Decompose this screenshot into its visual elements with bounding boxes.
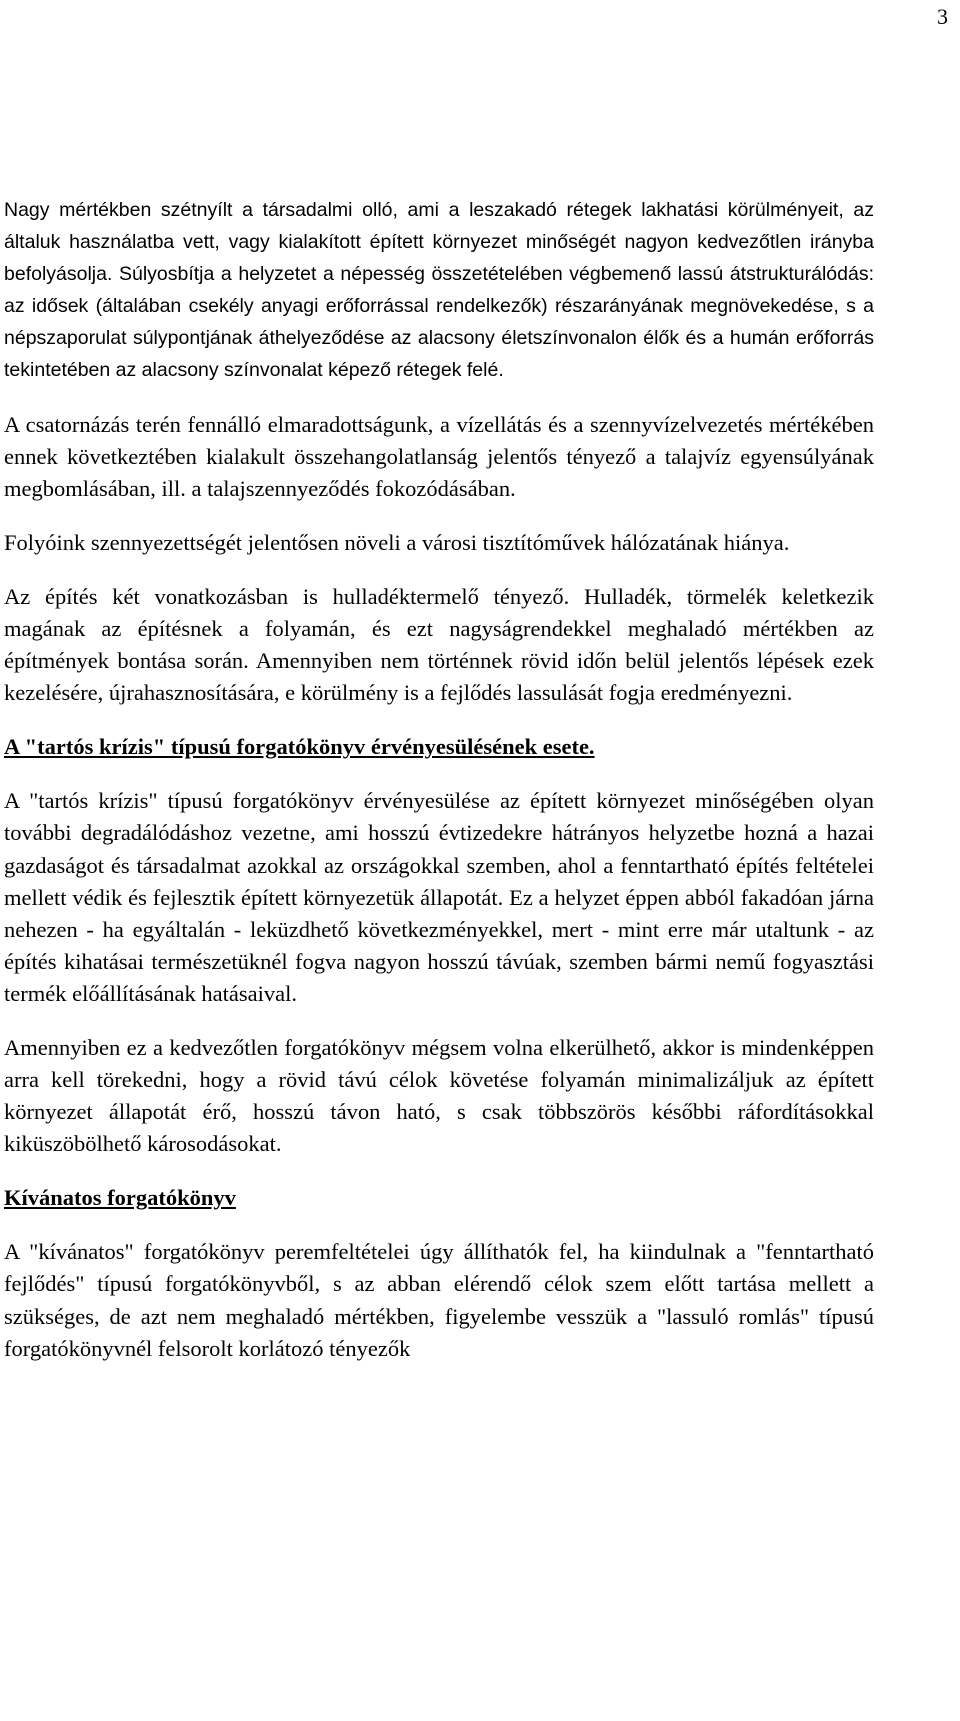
paragraph-river-pollution: Folyóink szennyezettségét jelentősen növeli a városi tisztítóművek hálózatának hiánya. bbox=[4, 529, 790, 555]
paragraph-social-divide: Nagy mértékben szétnyílt a társadalmi olló, ami a leszakadó rétegek lakhatási körülményeit, az általuk használatba vett, vagy kialakított épített környezet minőségét nagyon kedvezőtlen irányba befolyásolja. Súlyosbítja a helyzetet a népesség összetételében végbemenő lassú átstrukturálódás: az idősek (általában csekély anyagi erőforrással rendelkezők) részarányának megnövekedése, s a népszaporulat súlypontjának áthelyeződése az alacsony életszínvonalon élők és a humán erőforrás tekintetében az alacsony színvonalat képező rétegek felé. bbox=[4, 199, 874, 382]
section-heading-lasting-crisis: A "tartós krízis" típusú forgatókönyv érvényesülésének esete. bbox=[4, 734, 595, 760]
document-body bbox=[4, 194, 874, 1365]
paragraph-desirable-scenario: A "kívánatos" forgatókönyv peremfeltételei úgy állíthatók fel, ha kiindulnak a "fenntartható fejlődés" típusú forgatókönyvből, s az abban elérendő célok szem előtt tartása mellett a szükséges, de azt nem meghaladó mértékben, figyelembe vesszük a "lassuló romlás" típusú forgatókönyvnél felsorolt korlátozó tényezők bbox=[4, 1239, 874, 1361]
page-number: 3 bbox=[937, 4, 948, 29]
paragraph-unavoidable-scenario: Amennyiben ez a kedvezőtlen forgatókönyv mégsem volna elkerülhető, akkor is mindenképpen arra kell törekedni, hogy a rövid távú célok követése folyamán minimalizáljuk az épített környezet állapotát érő, hosszú távon ható, s csak többszörös későbbi ráfordításokkal kiküszöbölhető károsodásokat. bbox=[4, 1034, 874, 1157]
paragraph-sewerage: A csatornázás terén fennálló elmaradottságunk, a vízellátás és a szennyvízelvezetés mértékében ennek következtében kialakult összehangolatlanság jelentős tényező a talajvíz egyensúlyának megbomlásában, ill. a talajszennyeződés fokozódásában. bbox=[4, 411, 874, 501]
paragraph-lasting-crisis: A "tartós krízis" típusú forgatókönyv érvényesülése az épített környezet minőségében olyan további degradálódáshoz vezetne, ami hosszú évtizedekre hátrányos helyzetbe hozná a hazai gazdaságot és társadalmat azokkal az országokkal szemben, ahol a fenntartható építés feltételei mellett védik és fejlesztik épített környezetük állapotát. Ez a helyzet éppen abból fakadóan járna nehezen - ha egyáltalán - leküzdhető következményekkel, mert - mint erre már utaltunk - az építés kihatásai természetüknél fogva nagyon hosszú távúak, szemben bármi nemű fogyasztási termék előállításának hatásaival. bbox=[4, 788, 874, 1006]
section-heading-desirable-scenario: Kívánatos forgatókönyv bbox=[4, 1185, 236, 1211]
paragraph-construction-waste: Az építés két vonatkozásban is hulladéktermelő tényező. Hulladék, törmelék keletkezik magának az építésnek a folyamán, és ezt nagyságrendekkel meghaladó mértékben az építmények bontása során. Amennyiben nem történnek rövid időn belül jelentős lépések ezek kezelésére, újrahasznosítására, e körülmény is a fejlődés lassulását fogja eredményezni. bbox=[4, 583, 874, 706]
